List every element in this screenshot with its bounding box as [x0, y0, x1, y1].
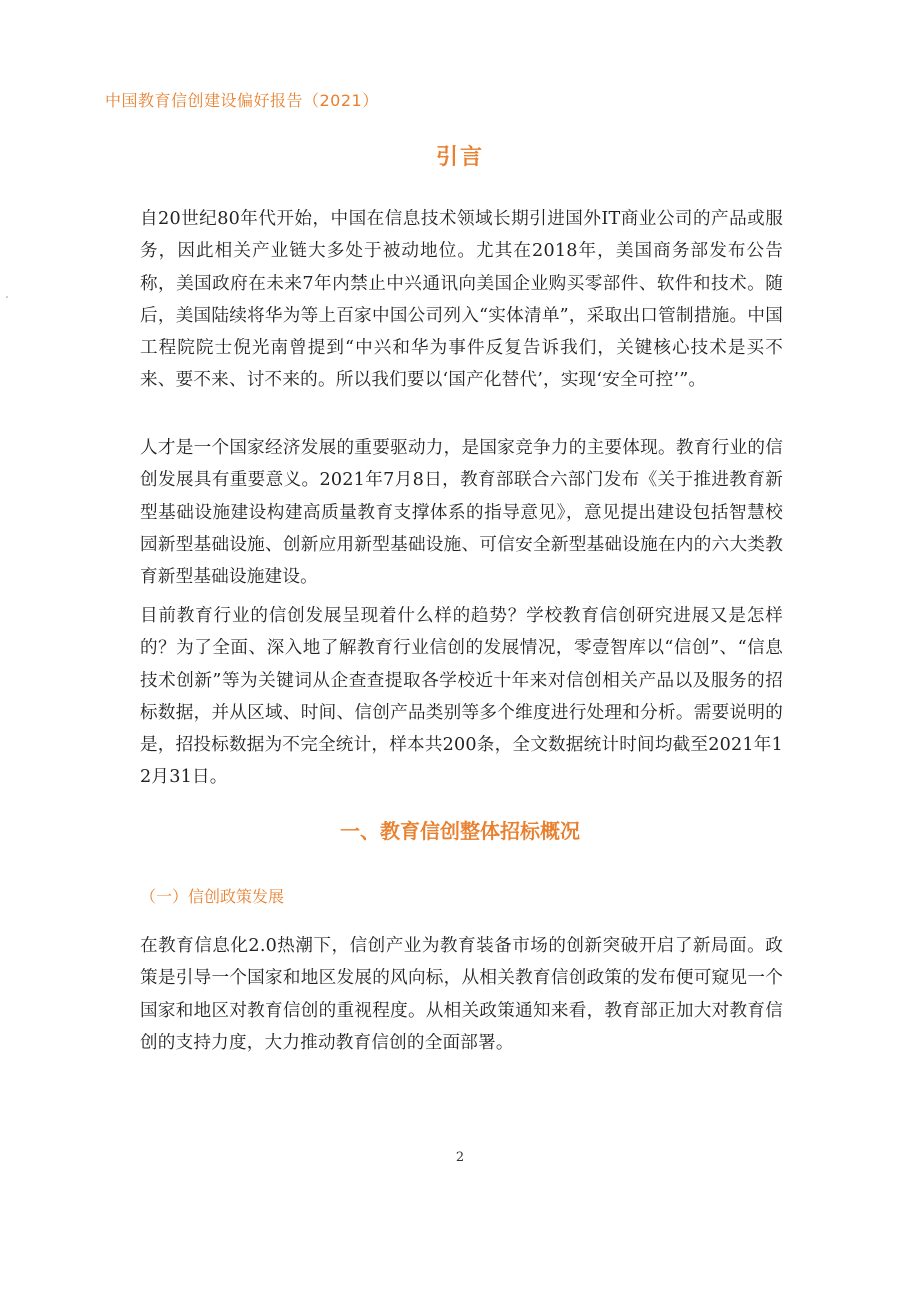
page-number: 2	[455, 1150, 465, 1165]
intro-title: 引言	[435, 145, 484, 170]
intro-paragraph-3: 目前教育行业的信创发展呈现着什么样的趋势？学校教育信创研究进展又是怎样的？为了全面、深入地了解教育行业信创的发展情况，零壹智库以“信创”、“信息技术创新”等为关键词从企查查提取各学校近十年来对信创相关产品以及服务的招标数据，并从区域、时间、信创产品类别等多个维度进行处理和分析。需要说明的是，招投标数据为不完全统计，样本共200条，全文数据统计时间均截至2021年12月31日。	[140, 606, 783, 788]
scan-edge-mark	[6, 296, 8, 298]
policy-paragraph: 在教育信息化2.0热潮下，信创产业为教育装备市场的创新突破开启了新局面。政策是引导一个国家和地区发展的风向标，从相关教育信创政策的发布便可窥见一个国家和地区对教育信创的重视程度。从相关政策通知来看，教育部正加大对教育信创的支持力度，大力推动教育信创的全面部署。	[140, 936, 783, 1053]
chapter-1-title: 一、教育信创整体招标概况	[340, 819, 580, 843]
running-header: 中国教育信创建设偏好报告（2021）	[105, 91, 379, 110]
subsection-policy-title: （一）信创政策发展	[140, 887, 285, 906]
intro-paragraph-1: 自20世纪80年代开始，中国在信息技术领域长期引进国外IT商业公司的产品或服务，因此相关产业链大多处于被动地位。尤其在2018年，美国商务部发布公告称，美国政府在未来7年内禁止中兴通讯向美国企业购买零部件、软件和技术。随后，美国陆续将华为等上百家中国公司列入“实体清单”，采取出口管制措施。中国工程院院士倪光南曾提到“中兴和华为事件反复告诉我们，关键核心技术是买不来、要不来、讨不来的。所以我们要以‘国产化替代’，实现‘安全可控’”。	[140, 209, 783, 391]
intro-paragraph-2: 人才是一个国家经济发展的重要驱动力，是国家竞争力的主要体现。教育行业的信创发展具有重要意义。2021年7月8日，教育部联合六部门发布《关于推进教育新型基础设施建设构建高质量教育支撑体系的指导意见》，意见提出建设包括智慧校园新型基础设施、创新应用新型基础设施、可信安全新型基础设施在内的六大类教育新型基础设施建设。	[140, 438, 783, 588]
